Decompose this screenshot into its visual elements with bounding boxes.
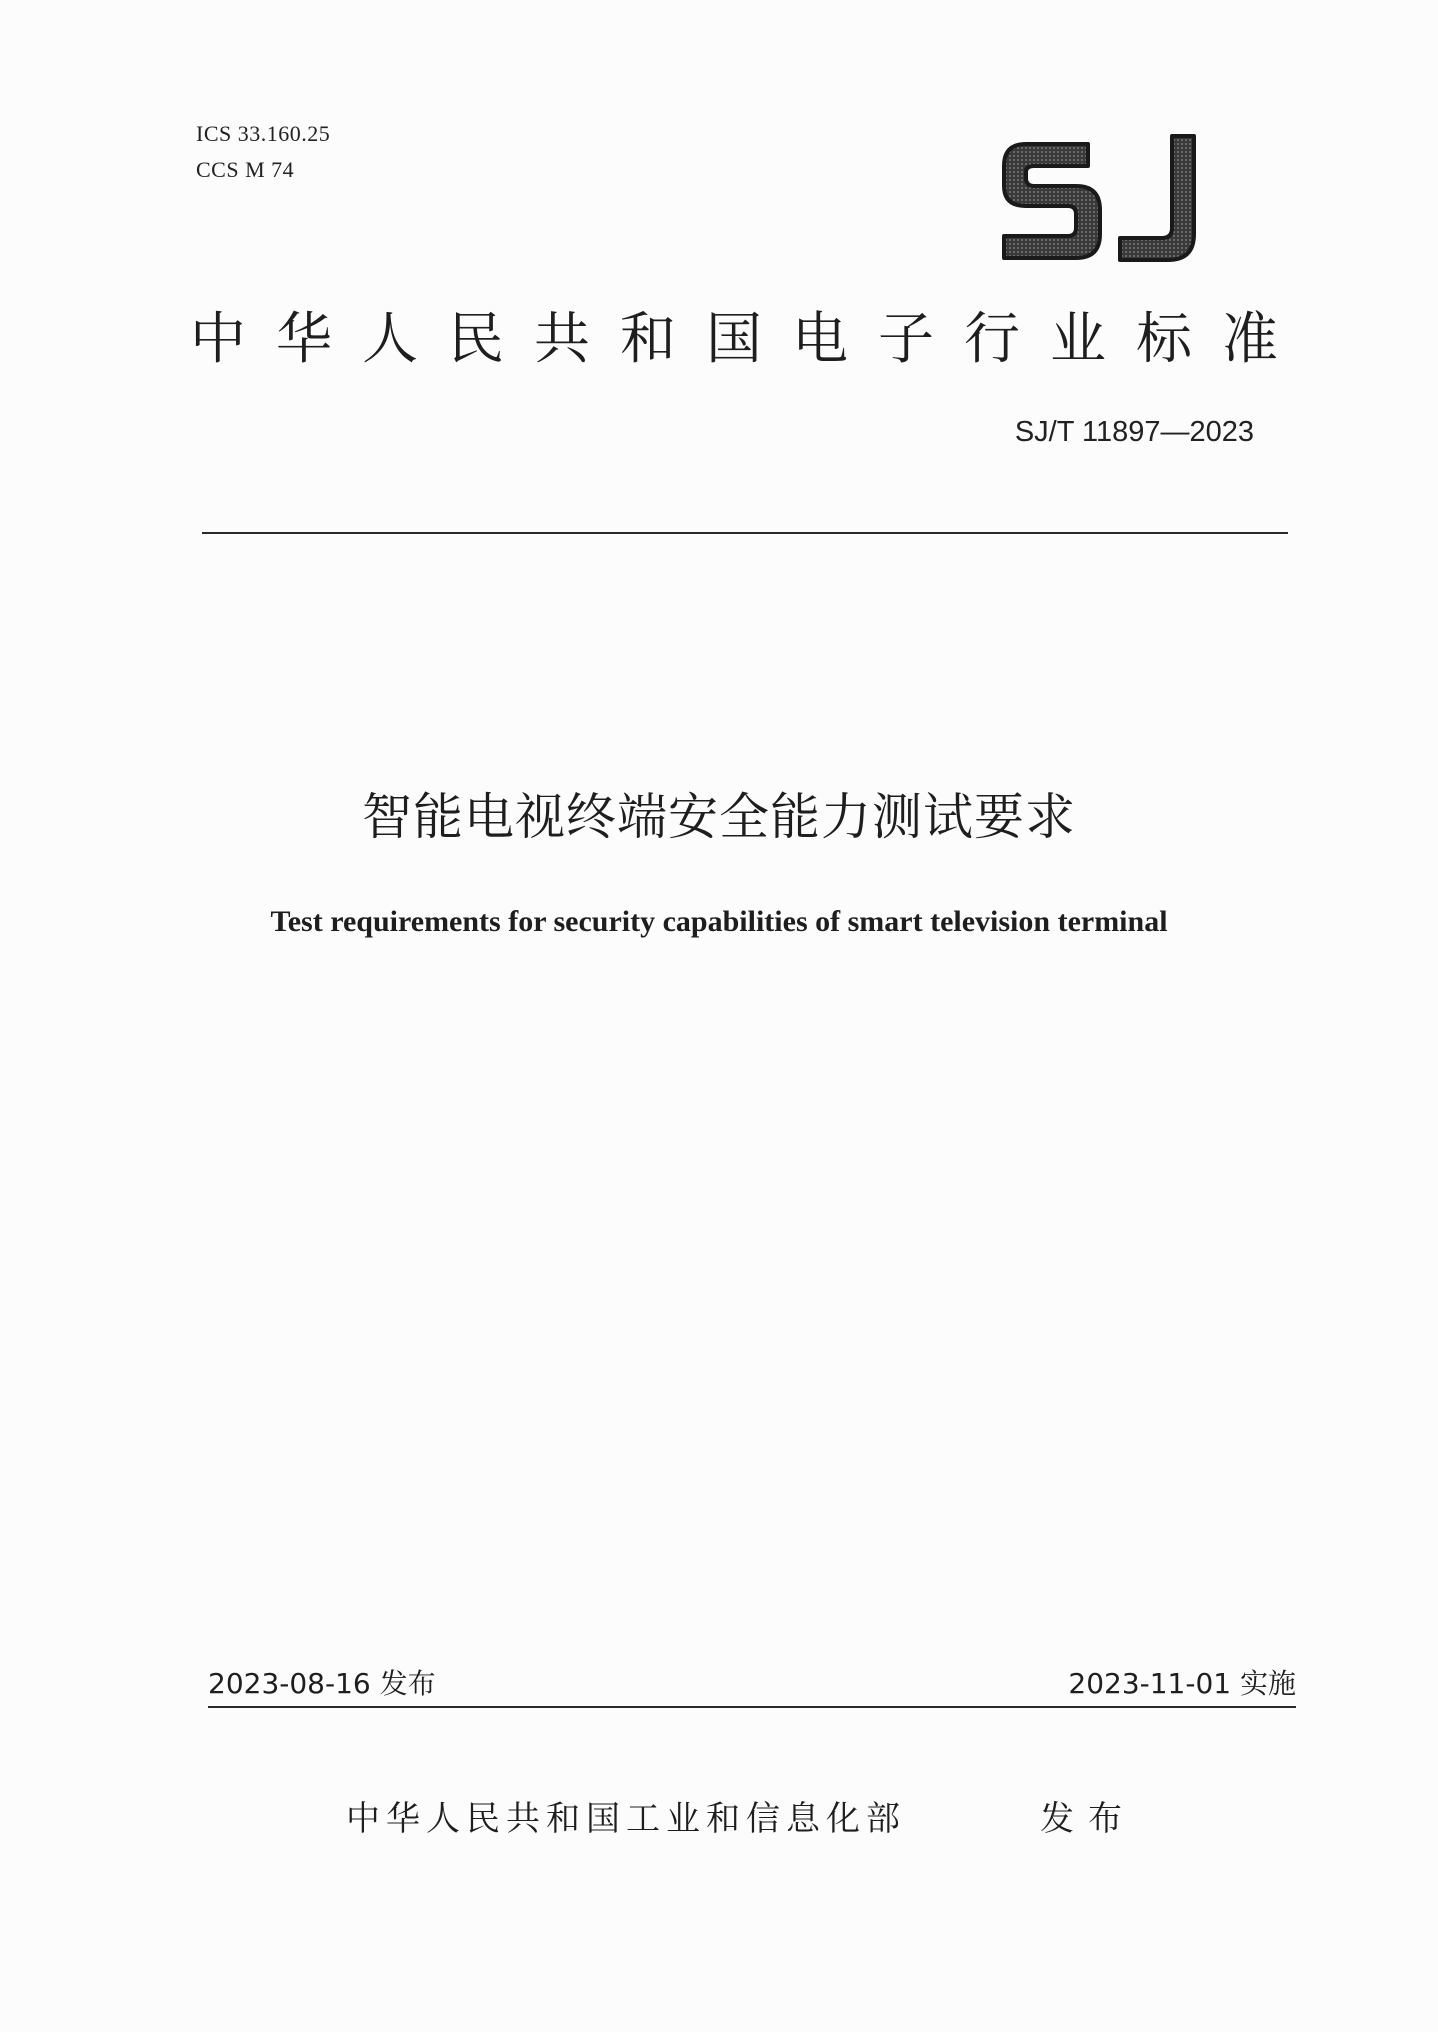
issue-date: 2023-08-16 发布 xyxy=(208,1667,436,1700)
issuing-authority: 中华人民共和国工业和信息化部 xyxy=(346,1799,906,1839)
implementation-date: 2023-11-01 实施 xyxy=(1068,1667,1296,1700)
standard-number: SJ/T 11897—2023 xyxy=(1014,416,1254,448)
bottom-divider xyxy=(208,1706,1296,1708)
document-title-chinese: 智能电视终端安全能力测试要求 xyxy=(362,788,1076,846)
issuer-action: 发布 xyxy=(1040,1799,1136,1839)
top-divider xyxy=(202,532,1288,534)
classification-codes xyxy=(196,116,330,188)
standard-category-title: 中华人民共和国电子行业标准 xyxy=(190,307,1308,372)
ics-code: ICS 33.160.25 xyxy=(196,121,331,146)
document-title-english: Test requirements for security capabilities of smart television terminal xyxy=(270,905,1168,938)
ccs-code: CCS M 74 xyxy=(196,157,295,182)
sj-logo xyxy=(996,130,1206,270)
